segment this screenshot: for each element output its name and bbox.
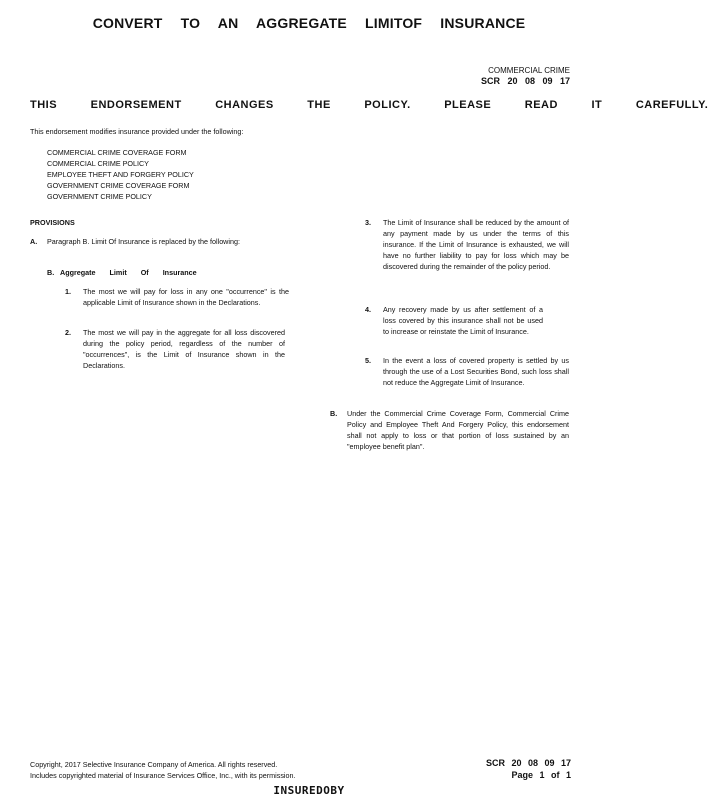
item-number: 5. xyxy=(365,356,371,365)
footer-form-number: SCR 20 08 09 17 xyxy=(485,758,571,768)
forms-list xyxy=(47,147,194,202)
section-b-text: Under the Commercial Crime Coverage Form, Commercial Crime Policy and Employee Theft And Forgery Policy, this endorsement shall not apply to loss or that portion of loss sustained by an "employee benefit plan". xyxy=(347,409,569,451)
form-item: EMPLOYEE THEFT AND FORGERY POLICY xyxy=(47,170,194,179)
copyright-text: Copyright, 2017 Selective Insurance Company of America. All rights reserved. xyxy=(30,760,278,769)
footer-form-info xyxy=(486,757,571,781)
form-item: GOVERNMENT CRIME COVERAGE FORM xyxy=(47,181,190,190)
item-text: The most we will pay in the aggregate for all loss discovered during the policy period, regardless of the number of "occurrences", is the Limit of Insurance shown in the Declarations. xyxy=(83,328,285,370)
form-number: SCR 20 08 09 17 xyxy=(480,76,570,86)
section-a-label: A. xyxy=(30,237,38,246)
endorsement-banner: THIS ENDORSEMENT CHANGES THE POLICY. PLEASE READ IT CAREFULLY. xyxy=(30,99,708,111)
iso-notice: Includes copyrighted material of Insurance Services Office, Inc., with its permission. xyxy=(30,771,296,780)
section-b-label: B. xyxy=(330,409,338,418)
intro-text: This endorsement modifies insurance provided under the following: xyxy=(30,127,244,136)
footer-notice xyxy=(30,759,296,781)
form-item: COMMERCIAL CRIME POLICY xyxy=(47,159,149,168)
page-title: CONVERT TO AN AGGREGATE LIMITOF INSURANCE xyxy=(92,15,526,31)
subsection-b-label: B. xyxy=(47,268,55,277)
item-number: 1. xyxy=(65,287,71,296)
item-number: 4. xyxy=(365,305,371,314)
item-text: In the event a loss of covered property is settled by us through the use of a Lost Securities Bond, such loss shall not reduce the Aggregate Limit of Insurance. xyxy=(383,356,569,387)
item-number: 2. xyxy=(65,328,71,337)
subsection-b-heading: Aggregate Limit Of Insurance xyxy=(60,268,197,277)
form-header xyxy=(481,66,570,86)
item-number: 3. xyxy=(365,218,371,227)
watermark: INSUREDOBY xyxy=(273,784,345,797)
page-number: Page 1 of 1 xyxy=(511,770,571,780)
form-item: GOVERNMENT CRIME POLICY xyxy=(47,192,152,201)
item-text: The Limit of Insurance shall be reduced by the amount of any payment made by us under the terms of this insurance. If the Limit of Insurance is exhausted, we will have no further liability to pay for loss which may be discovered during the remainder of the policy period. xyxy=(383,218,569,271)
form-item: COMMERCIAL CRIME COVERAGE FORM xyxy=(47,148,187,157)
item-text: The most we will pay for loss in any one "occurrence" is the applicable Limit of Insurance shown in the Declarations. xyxy=(83,287,289,307)
line-of-business: COMMERCIAL CRIME xyxy=(488,66,570,75)
provisions-heading: PROVISIONS xyxy=(30,218,75,227)
item-text: Any recovery made by us after settlement of a loss covered by this insurance shall not be used to increase or reinstate the Limit of Insurance. xyxy=(383,305,543,336)
section-a-text: Paragraph B. Limit Of Insurance is replaced by the following: xyxy=(47,237,240,246)
